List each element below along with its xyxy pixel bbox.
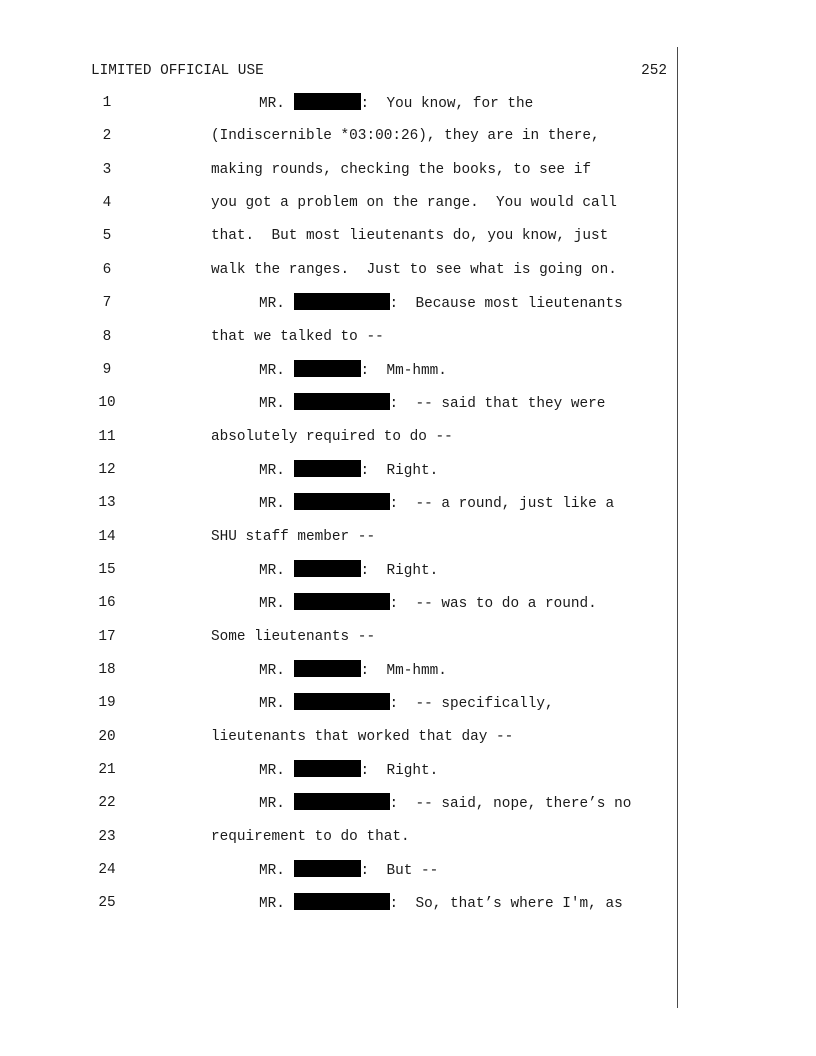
line-number: 15 — [98, 561, 116, 578]
redaction-block — [294, 493, 390, 510]
line-number: 23 — [98, 828, 116, 845]
speaker-label: MR. — [259, 496, 294, 513]
speaker-label: MR. — [259, 796, 294, 813]
line-number: 21 — [98, 762, 116, 778]
transcript-line — [0, 193, 816, 213]
transcript-line — [0, 793, 816, 813]
line-number: 18 — [98, 662, 116, 678]
line-text — [211, 527, 375, 547]
transcript-line — [0, 327, 816, 347]
line-number: 9 — [102, 361, 112, 378]
redaction-block — [294, 693, 390, 710]
speaker-label: MR. — [259, 696, 294, 713]
line-text — [259, 760, 438, 781]
line-number: 19 — [98, 695, 116, 712]
speech-text: walk the ranges. Just to see what is going on. — [211, 261, 617, 278]
speech-text: Some lieutenants -- — [211, 628, 376, 645]
speech-text: making rounds, checking the books, to see if — [211, 161, 591, 178]
line-number: 1 — [102, 95, 112, 111]
speaker-label: MR. — [259, 896, 294, 913]
line-text — [259, 893, 623, 914]
line-number: 12 — [98, 461, 116, 478]
line-number: 4 — [102, 195, 112, 212]
speech-text: : -- a round, just like a — [389, 496, 615, 513]
speaker-label: MR. — [259, 562, 294, 579]
line-number: 13 — [98, 495, 116, 512]
speech-text: : So, that’s where I'm, as — [389, 896, 623, 913]
redaction-block — [294, 93, 361, 110]
transcript-line — [0, 593, 816, 613]
transcript-line — [0, 293, 816, 313]
speech-text: : -- specifically, — [389, 696, 554, 713]
redaction-block — [294, 293, 390, 310]
speech-text: lieutenants that worked that day -- — [211, 728, 514, 745]
line-text — [259, 860, 438, 881]
line-text — [259, 560, 438, 581]
transcript-line — [0, 226, 816, 246]
speech-text: absolutely required to do -- — [211, 428, 453, 445]
line-text — [211, 727, 513, 747]
speech-text: : Because most lieutenants — [389, 296, 623, 313]
redaction-block — [294, 893, 390, 910]
redaction-block — [294, 360, 361, 377]
transcript-line — [0, 693, 816, 713]
speech-text: : -- was to do a round. — [389, 596, 597, 613]
speaker-label: MR. — [259, 96, 294, 112]
speaker-label: MR. — [259, 362, 294, 379]
speaker-label: MR. — [259, 863, 294, 880]
line-text — [211, 627, 375, 647]
line-text — [211, 226, 608, 246]
speech-text: (Indiscernible *03:00:26), they are in there, — [211, 128, 600, 145]
line-text — [211, 827, 410, 847]
transcript-line — [0, 560, 816, 580]
page-number: 252 — [641, 63, 667, 79]
line-text — [211, 193, 617, 213]
speech-text: : Right. — [360, 763, 439, 779]
speaker-label: MR. — [259, 596, 294, 613]
line-number: 14 — [98, 528, 116, 545]
line-text — [211, 126, 600, 146]
redaction-block — [294, 860, 361, 877]
line-text — [259, 460, 438, 481]
speech-text: that we talked to -- — [211, 328, 384, 345]
speech-text: : Mm-hmm. — [360, 362, 447, 379]
line-text — [211, 427, 453, 447]
line-number: 8 — [102, 328, 112, 345]
transcript-line — [0, 93, 816, 113]
transcript-line — [0, 160, 816, 180]
redaction-block — [294, 760, 361, 777]
speech-text: : But -- — [360, 863, 439, 880]
redaction-block — [294, 460, 361, 477]
line-number: 24 — [98, 862, 116, 879]
speech-text: : Right. — [360, 462, 439, 479]
redaction-block — [294, 393, 390, 410]
redaction-block — [294, 793, 390, 810]
line-number: 22 — [98, 795, 116, 812]
line-number: 20 — [98, 728, 116, 745]
speech-text: SHU staff member -- — [211, 528, 376, 545]
redaction-block — [294, 660, 361, 677]
transcript-line — [0, 627, 816, 647]
speech-text: : You know, for the — [360, 96, 534, 112]
transcript-line — [0, 760, 816, 780]
line-number: 17 — [98, 628, 116, 645]
speech-text: : -- said, nope, there’s no — [389, 796, 632, 813]
transcript-line — [0, 126, 816, 146]
line-text — [259, 593, 597, 614]
line-text — [211, 327, 384, 347]
line-text — [259, 360, 447, 381]
line-number: 5 — [102, 228, 112, 245]
speech-text: : -- said that they were — [389, 396, 606, 413]
speaker-label: MR. — [259, 763, 294, 779]
line-text — [259, 293, 623, 314]
transcript-line — [0, 893, 816, 913]
redaction-block — [294, 560, 361, 577]
transcript-line — [0, 527, 816, 547]
speaker-label: MR. — [259, 296, 294, 313]
line-number: 16 — [98, 595, 116, 612]
line-number: 7 — [102, 295, 112, 312]
line-number: 2 — [102, 128, 112, 145]
speech-text: : Right. — [360, 562, 439, 579]
line-text — [259, 93, 533, 114]
transcript-line — [0, 427, 816, 447]
transcript-line — [0, 360, 816, 380]
speaker-label: MR. — [259, 462, 294, 479]
transcript-line — [0, 493, 816, 513]
transcript-line — [0, 860, 816, 880]
transcript-line — [0, 393, 816, 413]
line-number: 6 — [102, 261, 112, 278]
redaction-block — [294, 593, 390, 610]
line-number: 25 — [98, 895, 116, 912]
transcript-line — [0, 827, 816, 847]
line-text — [259, 493, 614, 514]
speaker-label: MR. — [259, 663, 294, 679]
line-text — [259, 693, 554, 714]
line-text — [259, 660, 447, 681]
transcript-line — [0, 460, 816, 480]
line-number: 11 — [98, 428, 116, 445]
line-text — [211, 160, 591, 180]
speech-text: : Mm-hmm. — [360, 663, 447, 679]
speech-text: that. But most lieutenants do, you know, just — [211, 228, 609, 245]
speech-text: requirement to do that. — [211, 828, 410, 845]
line-number: 10 — [98, 395, 116, 412]
line-number: 3 — [102, 161, 112, 178]
speaker-label: MR. — [259, 396, 294, 413]
line-text — [259, 793, 631, 814]
line-text — [259, 393, 605, 414]
line-text — [211, 260, 617, 280]
speech-text: you got a problem on the range. You would call — [211, 195, 617, 212]
transcript-line — [0, 727, 816, 747]
transcript-line — [0, 660, 816, 680]
transcript-line — [0, 260, 816, 280]
classification-marking: LIMITED OFFICIAL USE — [91, 63, 264, 79]
